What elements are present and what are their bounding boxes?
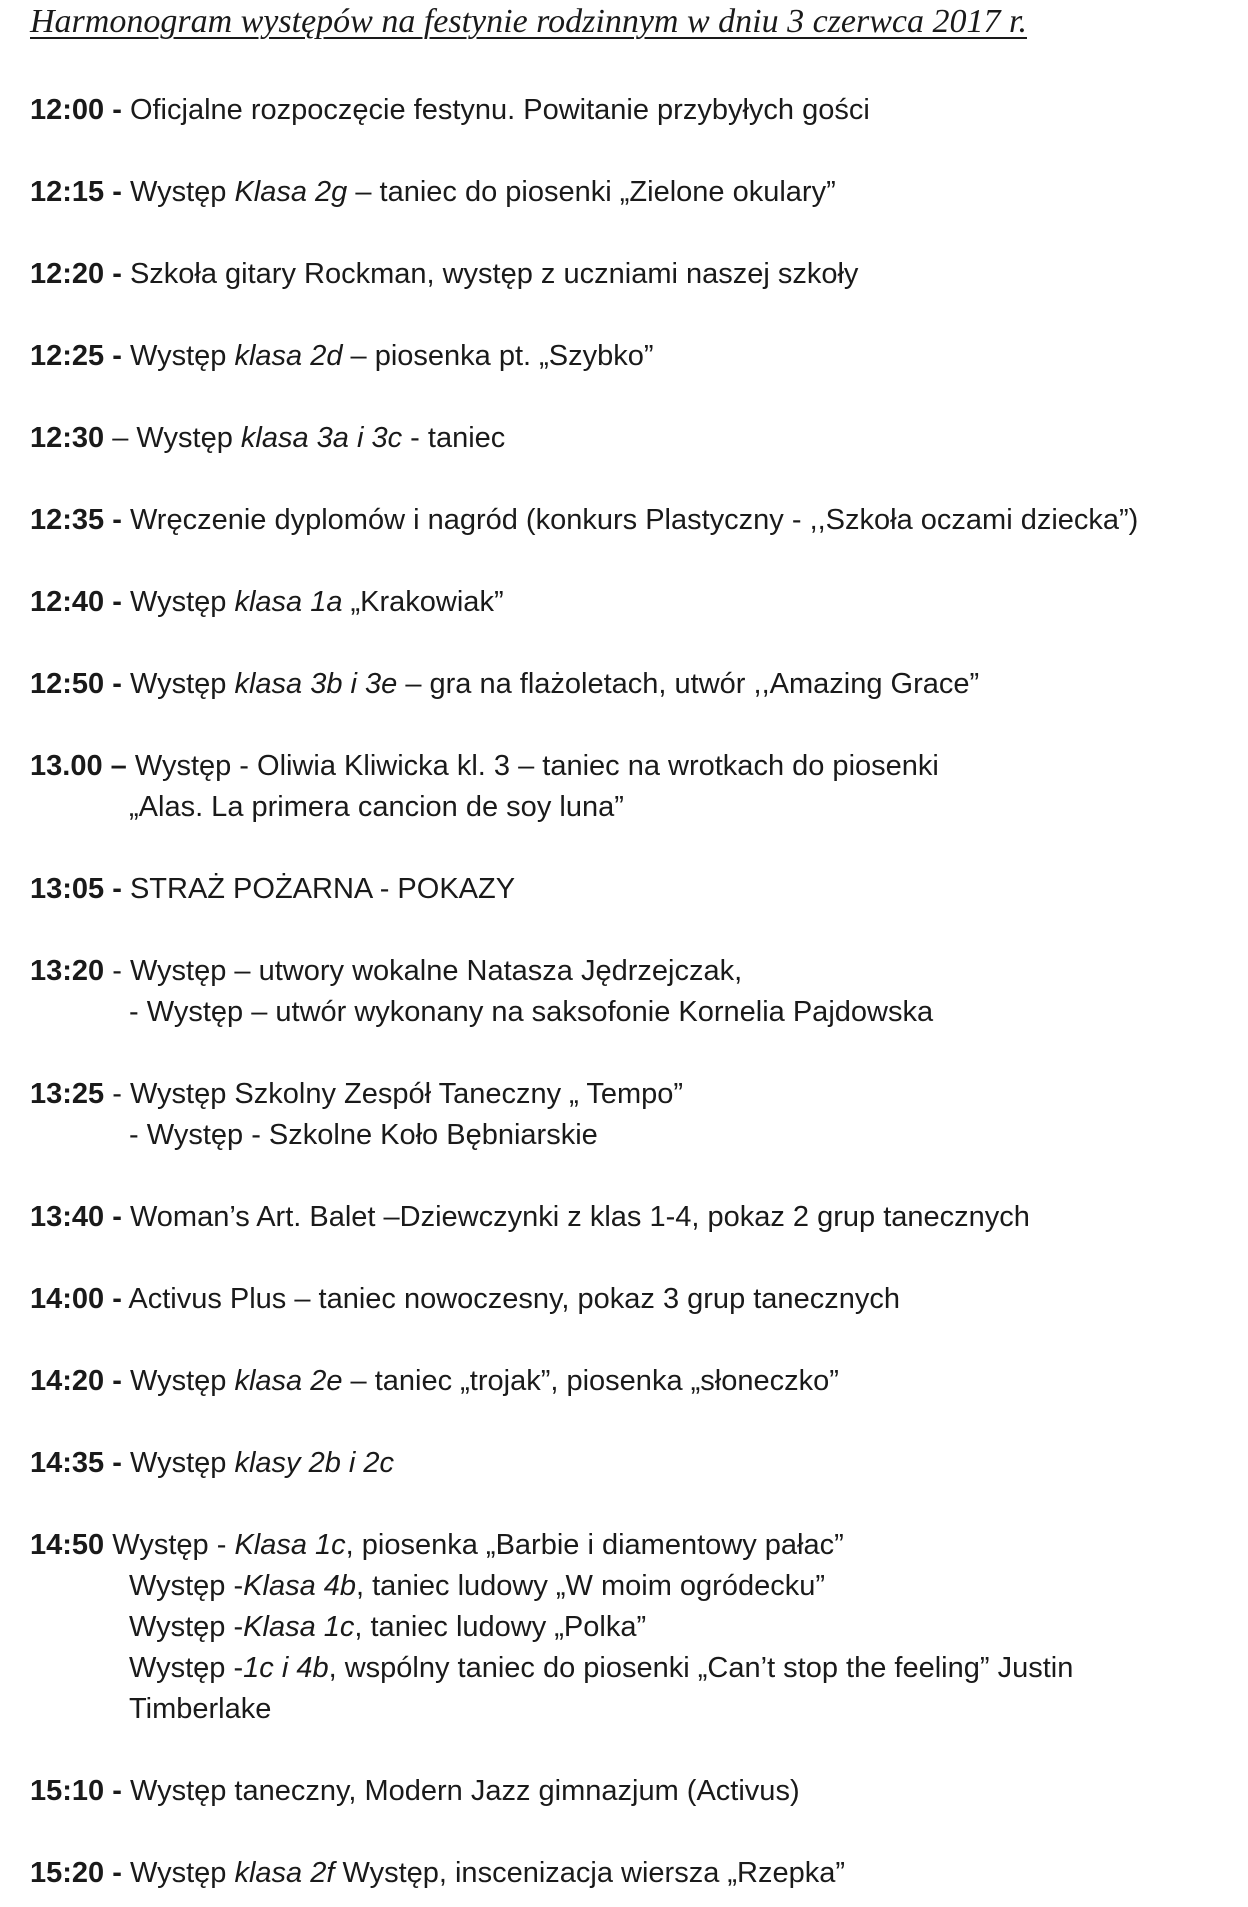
entry-text: Występ (121, 1857, 235, 1889)
entry-text: Szkoła gitary Rockman, występ z uczniami naszej szkoły (121, 258, 859, 290)
entry-text: – Występ (104, 422, 241, 454)
entry-text: Występ (121, 586, 235, 618)
entry-continuation: - Występ - Szkolne Koło Bębniarskie (129, 1119, 598, 1151)
entry-time: 12:15 - (30, 176, 122, 208)
entry-time: 14:50 (30, 1529, 105, 1561)
entry-text: Oficjalne rozpoczęcie festynu. Powitanie przybyłych gości (121, 94, 870, 126)
entry-class-name: klasa 2d (234, 340, 343, 372)
schedule-entry (30, 172, 836, 213)
entry-text: , taniec ludowy „W moim ogródecku” (356, 1570, 826, 1602)
entry-text: Występ (121, 668, 235, 700)
entry-time: 14:35 - (30, 1447, 122, 1479)
entry-text: – taniec do piosenki „Zielone okulary” (347, 176, 836, 208)
entry-continuation: „Alas. La primera cancion de soy luna” (129, 791, 624, 823)
entry-time: 15:20 - (30, 1857, 122, 1889)
entry-text: Występ - (129, 1611, 244, 1643)
entry-class-name: 1c i 4b (243, 1652, 329, 1684)
entry-time: 15:10 - (30, 1775, 122, 1807)
schedule-entry (30, 869, 515, 910)
entry-text: Timberlake (129, 1693, 272, 1725)
entry-time: 12:00 - (30, 94, 122, 126)
entry-continuation: - Występ – utwór wykonany na saksofonie Kornelia Pajdowska (129, 996, 934, 1028)
entry-time: 13:40 - (30, 1201, 122, 1233)
schedule-entry (30, 1279, 900, 1320)
schedule-entry (30, 1197, 1030, 1238)
entry-continuation (30, 1566, 1073, 1607)
entry-text: , piosenka „Barbie i diamentowy pałac” (345, 1529, 844, 1561)
schedule-entry (30, 1853, 845, 1894)
entry-text: – piosenka pt. „Szybko” (342, 340, 654, 372)
entry-class-name: Klasa 2g (234, 176, 348, 208)
schedule-entry (30, 1443, 394, 1484)
schedule-entry (30, 1074, 683, 1156)
entry-time: 12:30 (30, 422, 105, 454)
entry-text: Woman’s Art. Balet –Dziewczynki z klas 1-4, pokaz 2 grup tanecznych (121, 1201, 1030, 1233)
entry-time: 13:20 (30, 955, 105, 987)
schedule-entry (30, 951, 933, 1033)
schedule-entry (30, 418, 505, 459)
entry-text: Występ - (129, 1652, 244, 1684)
entry-time: 14:20 - (30, 1365, 122, 1397)
entry-text: Występ (121, 1447, 235, 1479)
schedule-entry (30, 1771, 800, 1812)
entry-text: Występ - Oliwia Kliwicka kl. 3 – taniec na wrotkach do piosenki (126, 750, 939, 782)
entry-text: Występ taneczny, Modern Jazz gimnazjum (Activus) (121, 1775, 800, 1807)
schedule-entry (30, 500, 1138, 541)
entry-time: 13:05 - (30, 873, 122, 905)
entry-class-name: klasa 2f (234, 1857, 335, 1889)
entry-continuation (30, 1607, 1073, 1648)
entry-text: , wspólny taniec do piosenki „Can’t stop the feeling” Justin (328, 1652, 1074, 1684)
entry-class-name: Klasa 1c (243, 1611, 355, 1643)
schedule-entry (30, 582, 504, 623)
entry-text: Wręczenie dyplomów i nagród (konkurs Plastyczny - ,,Szkoła oczami dziecka”) (121, 504, 1139, 536)
entry-continuation (30, 1689, 1073, 1730)
entry-class-name: klasa 3a i 3c (240, 422, 403, 454)
schedule-entry (30, 1361, 839, 1402)
entry-time: 12:25 - (30, 340, 122, 372)
entry-text: – gra na flażoletach, utwór ,,Amazing Grace” (397, 668, 980, 700)
entry-text: - Występ Szkolny Zespół Taneczny „ Tempo” (104, 1078, 684, 1110)
schedule-entry (30, 90, 870, 131)
entry-text: Występ - (129, 1570, 244, 1602)
entry-text: – taniec „trojak”, piosenka „słoneczko” (342, 1365, 839, 1397)
entry-text: - Występ – utwory wokalne Natasza Jędrzejczak, (104, 955, 743, 987)
entry-text: - taniec (402, 422, 506, 454)
schedule-entry (30, 746, 939, 828)
entry-time: 13.00 – (30, 750, 127, 782)
entry-class-name: Klasa 1c (234, 1529, 346, 1561)
entry-time: 13:25 (30, 1078, 105, 1110)
entry-text: , taniec ludowy „Polka” (354, 1611, 647, 1643)
entry-text: Występ (121, 176, 235, 208)
entry-class-name: klasa 1a (234, 586, 343, 618)
entry-continuation (30, 1648, 1073, 1689)
entry-class-name: Klasa 4b (243, 1570, 357, 1602)
entry-time: 12:20 - (30, 258, 122, 290)
entry-time: 12:40 - (30, 586, 122, 618)
entry-class-name: klasa 3b i 3e (234, 668, 398, 700)
schedule-entry (30, 336, 654, 377)
schedule-entry (30, 1525, 1073, 1730)
entry-class-name: klasy 2b i 2c (234, 1447, 395, 1479)
entry-text: Występ, inscenizacja wiersza „Rzepka” (334, 1857, 846, 1889)
entry-text: STRAŻ POŻARNA - POKAZY (121, 873, 516, 905)
schedule-entry (30, 254, 858, 295)
entry-text: Występ (121, 340, 235, 372)
document-title: Harmonogram występów na festynie rodzinnym w dniu 3 czerwca 2017 r. (30, 3, 1027, 40)
schedule-entry (30, 664, 979, 705)
entry-time: 12:35 - (30, 504, 122, 536)
entry-time: 14:00 - (30, 1283, 122, 1315)
entry-class-name: klasa 2e (234, 1365, 343, 1397)
entry-text: Występ - (104, 1529, 235, 1561)
entry-text: „Krakowiak” (342, 586, 504, 618)
entry-time: 12:50 - (30, 668, 122, 700)
entry-text: Activus Plus – taniec nowoczesny, pokaz 3 grup tanecznych (121, 1283, 900, 1315)
entry-text: Występ (121, 1365, 235, 1397)
